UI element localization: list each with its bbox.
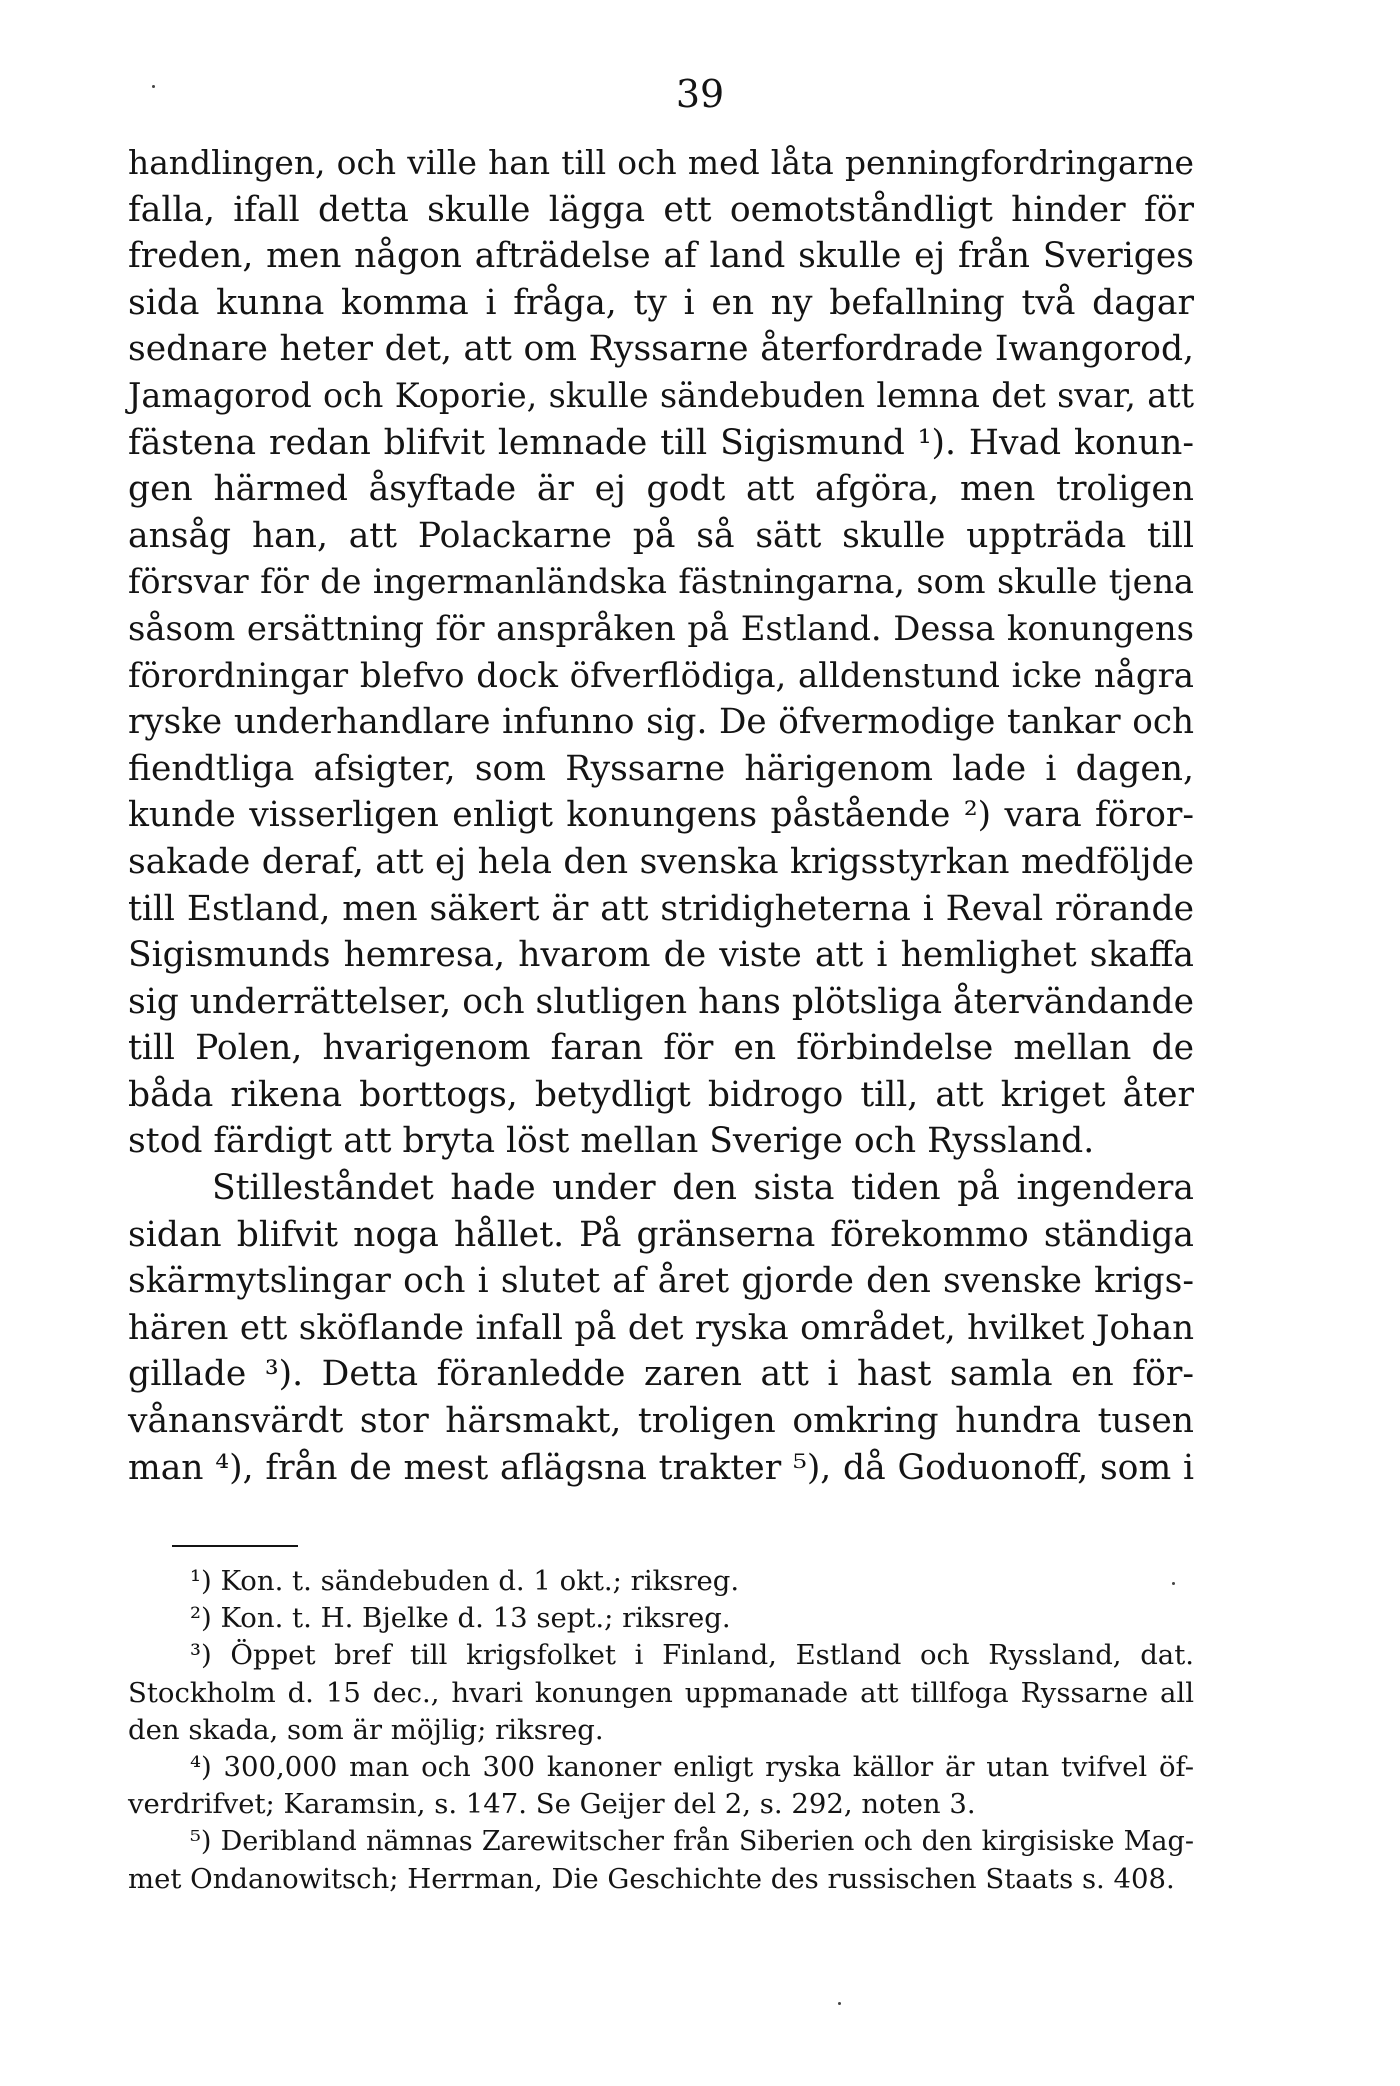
text-line: förordningar blefvo dock öfverflödiga, alldenstund icke några [128,655,1194,695]
footnote [128,1637,1194,1749]
text-line: gillade ³). Detta föranledde zaren att i hast samla en för- [128,1354,1194,1395]
footnotes [128,1563,1194,1898]
text-line: Jamagorod och Koporie, skulle sändebuden lemna det svar, att [128,375,1194,415]
text-line: kunde visserligen enligt konungens påstående ²) vara föror- [128,795,1194,836]
text-line: skärmytslingar och i slutet af året gjorde den svenske krigs- [128,1261,1194,1302]
text-line: hären ett sköflande infall på det ryska området, hvilket Johan [128,1307,1194,1348]
footnote [128,1600,1194,1637]
footnote [128,1563,1194,1600]
paragraph [128,1165,1194,1491]
paper-speck [152,85,155,88]
footnote-line: Stockholm d. 15 dec., hvari konungen uppmanade att tillfoga Ryssarne all [128,1676,1194,1709]
text-line: Sigismunds hemresa, hvarom de viste att i hemlighet skaffa [128,935,1194,976]
text-line: sida kunna komma i fråga, ty i en ny befallning två dagar [128,282,1194,323]
footnote-line: ⁵) Deribland nämnas Zarewitscher från Siberien och den kirgisiske Mag- [190,1826,1194,1858]
text-line: sakade deraf, att ej hela den svenska krigsstyrkan medföljde [128,841,1194,882]
text-line: man ⁴), från de mest aflägsna trakter ⁵), då Goduonoff, som i [128,1447,1194,1488]
text-line: sednare heter det, att om Ryssarne återfordrade Iwangorod, [128,329,1194,370]
footnote-line: ⁴) 300,000 man och 300 kanoner enligt ryska källor är utan tvifvel öf- [190,1750,1194,1783]
paper-speck [838,2002,841,2005]
footnote-line: met Ondanowitsch; Herrman, Die Geschichte des russischen Staats s. 408. [128,1862,1175,1895]
text-line: sig underrättelser, och slutligen hans plötsliga återvändande [128,981,1194,1022]
text-line: ansåg han, att Polackarne på så sätt skulle uppträda till [128,515,1194,556]
text-line: båda rikena borttogs, betydligt bidrogo till, att kriget åter [128,1074,1194,1115]
text-line: sidan blifvit noga hållet. På gränserna förekommo ständiga [128,1214,1194,1255]
footnote [128,1749,1194,1823]
text-line: handlingen, och ville han till och med låta penningfordringarne [128,143,1194,182]
footnote-line: ³) Öppet bref till krigsfolket i Finland, Estland och Ryssland, dat. [190,1639,1194,1672]
paper-speck [1172,1582,1175,1585]
footnote-line: verdrifvet; Karamsin, s. 147. Se Geijer del 2, s. 292, noten 3. [128,1788,976,1821]
footnote-line: den skada, som är möjlig; riksreg. [128,1713,604,1746]
text-line: till Polen, hvarigenom faran för en förbindelse mellan de [128,1028,1194,1069]
text-line: fästena redan blifvit lemnade till Sigismund ¹). Hvad konun- [128,422,1194,463]
text-line: gen härmed åsyftade är ej godt att afgöra, men troligen [128,469,1194,510]
text-line: ryske underhandlare infunno sig. De öfvermodige tankar och [128,702,1194,743]
text-line: försvar för de ingermanländska fästningarna, som skulle tjena [128,562,1194,602]
footnote-line: ²) Kon. t. H. Bjelke d. 13 sept.; riksreg. [190,1602,731,1635]
text-line: till Estland, men säkert är att stridigheterna i Reval rörande [128,888,1194,929]
text-line: stod färdigt att bryta löst mellan Sverige och Ryssland. [128,1121,1095,1162]
page-number: 39 [675,72,725,116]
text-line: falla, ifall detta skulle lägga ett oemotståndligt hinder för [128,189,1194,230]
footnote-line: ¹) Kon. t. sändebuden d. 1 okt.; riksreg. [190,1565,740,1597]
text-line: vånansvärdt stor härsmakt, troligen omkring hundra tusen [128,1401,1194,1442]
footnote [128,1823,1194,1897]
main-text [128,140,1194,1491]
paragraph [128,140,1194,1165]
text-line: såsom ersättning för anspråken på Estland. Dessa konungens [128,608,1194,648]
text-line: fiendtliga afsigter, som Ryssarne härigenom lade i dagen, [128,748,1194,789]
footnote-separator [172,1545,298,1547]
text-line: freden, men någon afträdelse af land skulle ej från Sveriges [128,236,1194,277]
text-line: Stilleståndet hade under den sista tiden på ingendera [212,1168,1194,1209]
